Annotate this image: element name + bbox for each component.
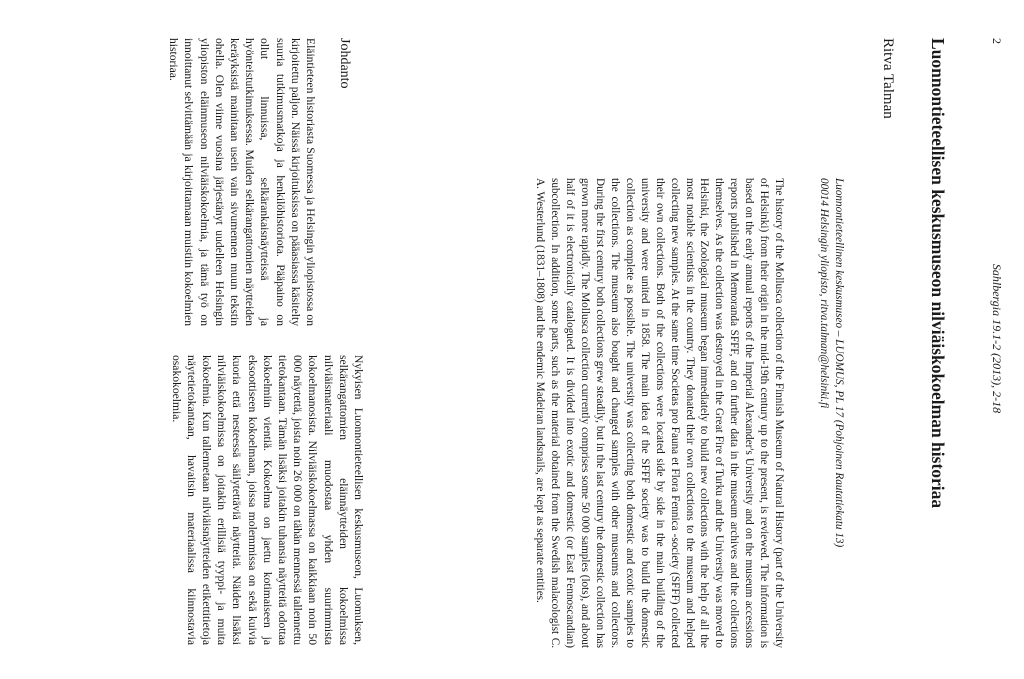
journal-citation: Sahlbergia 19.1-2 (2013), 2-18: [990, 263, 1004, 414]
body-column-left: Eläintieteen historiasta Suomessa ja Helsingin yliopistossa on kirjoitettu paljon. Näissä kirjoituksissa on pääasiassa käsitelty suuria tutkimusmatkoja ja henkilöhistoriota. Pääpaino on ollut linnuissa, selkärankaisnäytteissä ja hyönteistutkimuksessa. Muiden selkärangattomien näytteiden keräyksistä mainitaan usein vain sivumennen muun tekstin ohella. Olen viime vuosina järjestänyt uudelleen Helsingin yliopiston eläinmuseon nilviäiskokoelmia, ja tämä työ on innoittanut selvittämään ja kirjoittamaan muistiin kokoelmien historiaa.: [167, 38, 317, 326]
author-affiliation: [816, 178, 846, 648]
article-title: Luonnontieteellisen keskusmuseon nilviäiskokoelman historiaa: [928, 38, 948, 509]
page-number: 2: [990, 38, 1004, 44]
abstract: The history of the Mollusca collection of the Finnish Museum of Natural History (part of the University of Helsinki) from their origin in the mid-19th century up to the present, is reviewed. The information is based on the early annual reports of the Imperial Alexander's University and on the museum accessions reports published in Memoranda SFFF, and on further data in the museum archives and the collections themselves. As the collection was destroyed in the Great Fire of Turku and the University was moved to Helsinki, the Zoological museum began immediately to build new collections with the help of all the most notable scientists in the country. They donated their own collections to the museum and helped collecting new samples. At the same time Societas pro Fauna et Flora Fennica -society (SFFF) collected their own collections. Both of the collections were located side by side in the main building of the university and were united in 1858. The main idea of the SFFF society was to build the domestic collection as complete as possible. The university was collecting both domestic and exotic samples to the collections. The museum also bought and changed samples with other museums and collectors. During the first century both collections grew steadily, but in the last century the domestic collection has grown more rapidly. The Mollusca collection currently comprises some 50 000 samples (lots), and about half of it is electronically catalogued. It is divided into exotic and domestic (or East Fennoscandian) subcollection. In addition, some parts, such as the material obtained from the Swedish malacologist C. A. Westerlund (1831–1808) and the endemic Madeiran landsnails, are kept as separate entities.: [534, 178, 785, 648]
affiliation-line: Luonnontieteellinen keskusmuseo – LUOMUS, PL 17 (Pohjoinen Rautatiekatu 13): [833, 178, 845, 548]
running-header: [986, 38, 1004, 639]
body-column-right: Nykyisen Luonnontieteellisen keskusmuseon, Luomuksen, selkärangattomien eläinnäytteiden kokoelmissa nilviäismateriaali muodostaa yhden suurimmista kokoelmanosista. Nilviäiskokoelmassa on kaikkiaan noin 50 000 näytettä, joista noin 26 000 on tähän mennessä tallennettu tietokantaan. Tämän lisäksi joitakin tuhansia näytteitä odottaa kokoelmiin vientiä. Kokoelma on jaettu kotimaiseen ja eksoottiseen kokoelmaan, joissa molemmissa on sekä kuivia kuoria että nesteessä säilytettäviä näytteitä. Näiden lisäksi nilviäiskokoelmissa on joitakin erillisiä tyyppi- ja muita kokoelmia. Kun tallennetaan nilviäisnäytteiden etikettitietoja näytetietokantaan, havaitsin materiaalissa kiinnostavia osakokoelmia.: [169, 355, 365, 645]
affiliation-line: 00014 Helsingin yliopisto, ritva.talman@helsinki.fi: [818, 178, 830, 409]
section-heading: Johdanto: [337, 38, 352, 89]
author-name: Ritva Talman: [880, 38, 896, 119]
